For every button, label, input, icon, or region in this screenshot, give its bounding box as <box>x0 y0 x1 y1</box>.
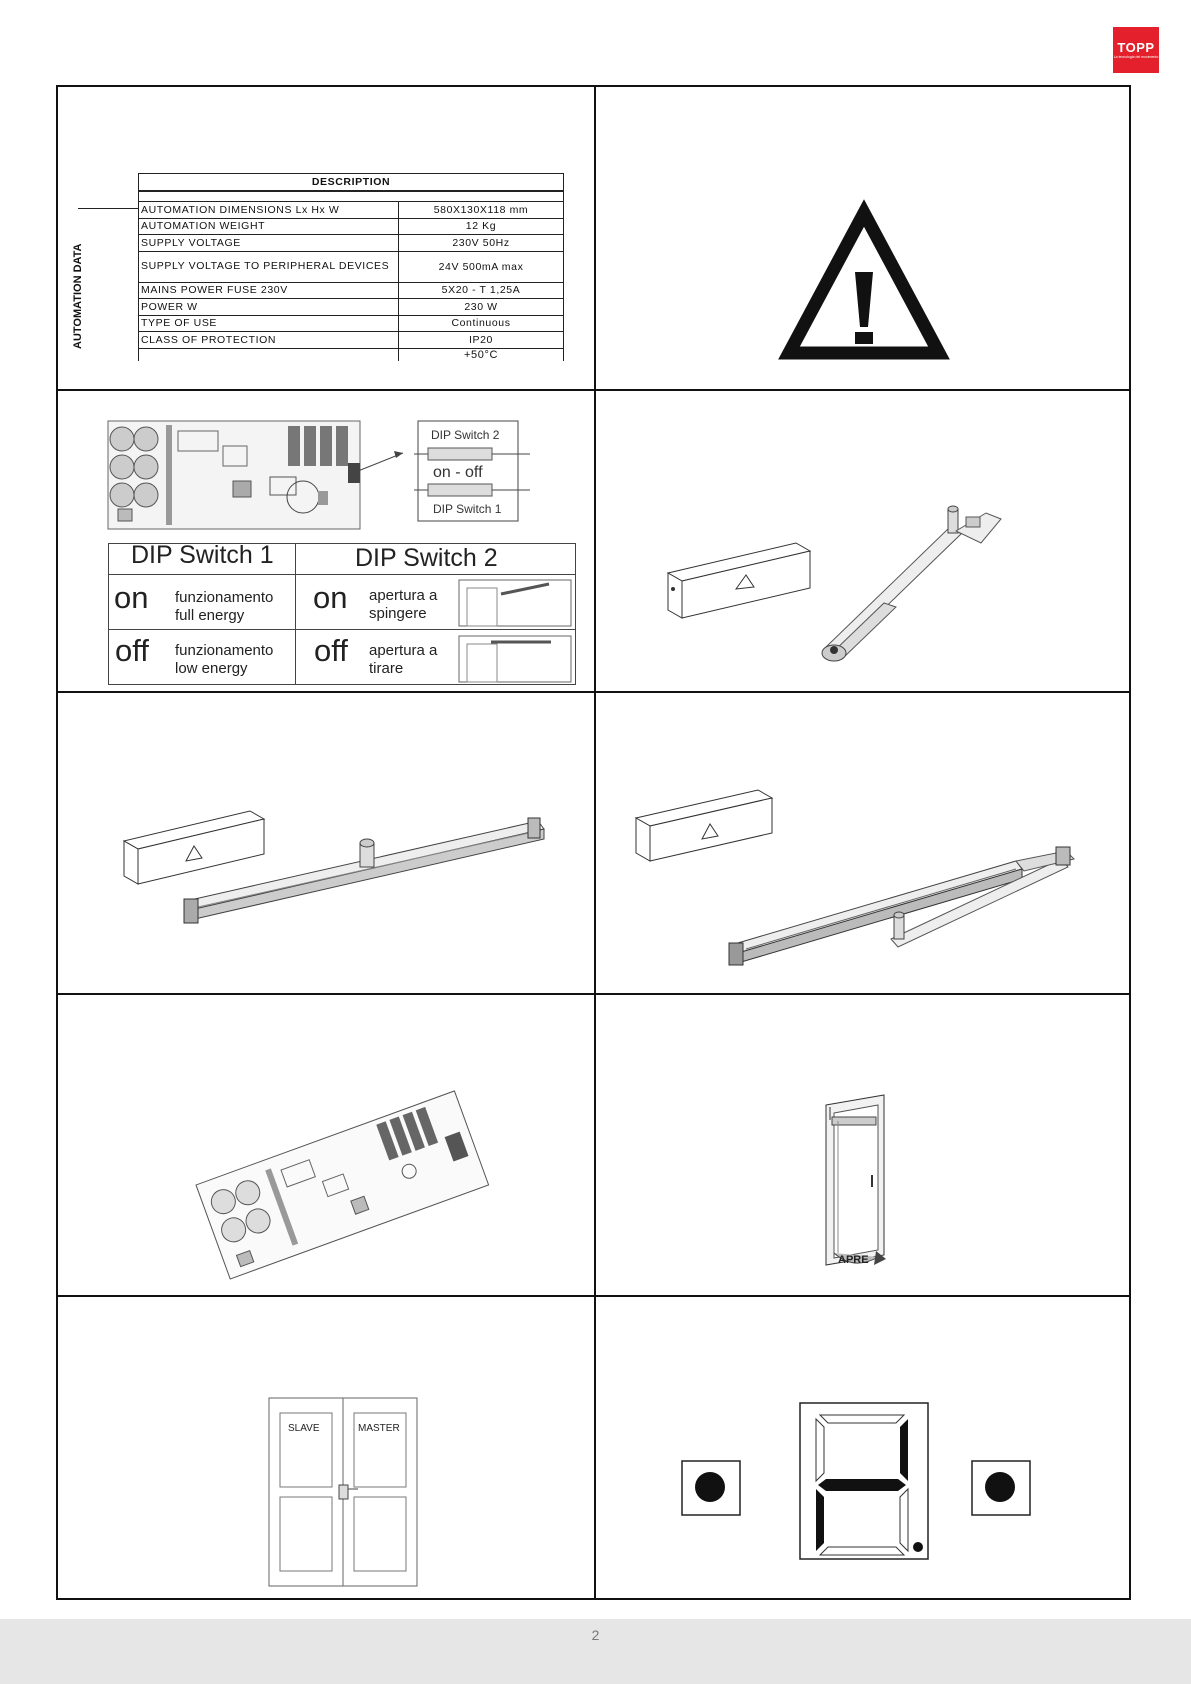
door-drawing <box>596 995 1133 1297</box>
spec-label: POWER W <box>139 299 399 316</box>
master-label: MASTER <box>358 1423 400 1434</box>
slave-label: SLAVE <box>288 1423 320 1434</box>
spec-label: SUPPLY VOLTAGE <box>139 235 399 252</box>
operator-rail-drawing <box>596 693 1133 995</box>
arm-operator-cell <box>596 391 1133 693</box>
spec-value: IP20 <box>399 332 564 349</box>
door-sketches <box>109 544 575 684</box>
dip1-on: on <box>114 580 149 615</box>
page-number: 2 <box>591 1627 600 1643</box>
dip2-title: DIP Switch 2 <box>355 544 498 572</box>
inset-on-off-label: on - off <box>433 464 483 481</box>
spec-value: 12 Kg <box>399 218 564 235</box>
double-door-drawing <box>58 1297 595 1599</box>
spec-label: MAINS POWER FUSE 230V <box>139 282 399 299</box>
operator-slide-drawing <box>58 693 595 995</box>
spec-header: DESCRIPTION <box>139 174 564 192</box>
spec-value: +50°C <box>399 348 564 361</box>
spec-label: SUPPLY VOLTAGE TO PERIPHERAL DEVICES <box>139 251 399 282</box>
inset-dip1-label: DIP Switch 1 <box>433 502 502 516</box>
spec-label <box>139 348 399 361</box>
dip1-off: off <box>115 633 149 668</box>
spec-value: 5X20 - T 1,25A <box>399 282 564 299</box>
logo-tagline: La tecnologia del movimento <box>1113 55 1159 59</box>
automation-data-label: AUTOMATION DATA <box>72 243 84 349</box>
slide-operator-cell <box>58 693 595 995</box>
spec-label: CLASS OF PROTECTION <box>139 332 399 349</box>
dip-switch-cell <box>58 391 595 693</box>
spec-label: TYPE OF USE <box>139 315 399 332</box>
dip1-title: DIP Switch 1 <box>131 541 274 569</box>
spec-cell <box>58 87 595 389</box>
dot-indicator-right <box>985 1472 1015 1502</box>
spec-value: 230V 50Hz <box>399 235 564 252</box>
topp-logo <box>1113 27 1159 73</box>
dip-switch-table <box>108 543 576 685</box>
dip1-on-desc: funzionamento full energy <box>175 589 274 624</box>
warning-icon <box>596 87 1133 389</box>
spec-table <box>138 173 564 361</box>
spec-value: 24V 500mA max <box>399 251 564 282</box>
logo-brand: TOPP <box>1117 40 1155 55</box>
board-cell <box>58 995 595 1297</box>
page-footer <box>0 1619 1191 1684</box>
dot-indicator-left <box>695 1472 725 1502</box>
door-open-label: APRE <box>838 1254 869 1266</box>
warning-cell <box>596 87 1133 389</box>
figure-grid <box>56 85 1131 1600</box>
dip2-off-desc: apertura a tirare <box>369 642 438 677</box>
seven-segment-display <box>596 1297 1133 1599</box>
display-cell <box>596 1297 1133 1599</box>
spec-label: AUTOMATION WEIGHT <box>139 218 399 235</box>
dip2-off: off <box>314 633 348 668</box>
spec-value: Continuous <box>399 315 564 332</box>
spec-value: 230 W <box>399 299 564 316</box>
spec-label: AUTOMATION DIMENSIONS Lx Hx W <box>139 202 399 219</box>
dip2-on-desc: apertura a spingere <box>369 587 438 622</box>
inset-dip2-label: DIP Switch 2 <box>431 428 500 442</box>
door-cell <box>596 995 1133 1297</box>
spec-value: 580X130X118 mm <box>399 202 564 219</box>
double-door-cell <box>58 1297 595 1599</box>
dip1-off-desc: funzionamento low energy <box>175 642 274 677</box>
operator-arm-drawing <box>596 391 1133 693</box>
dip2-on: on <box>313 580 348 615</box>
control-board-numbered <box>58 995 595 1297</box>
rail-operator-cell <box>596 693 1133 995</box>
